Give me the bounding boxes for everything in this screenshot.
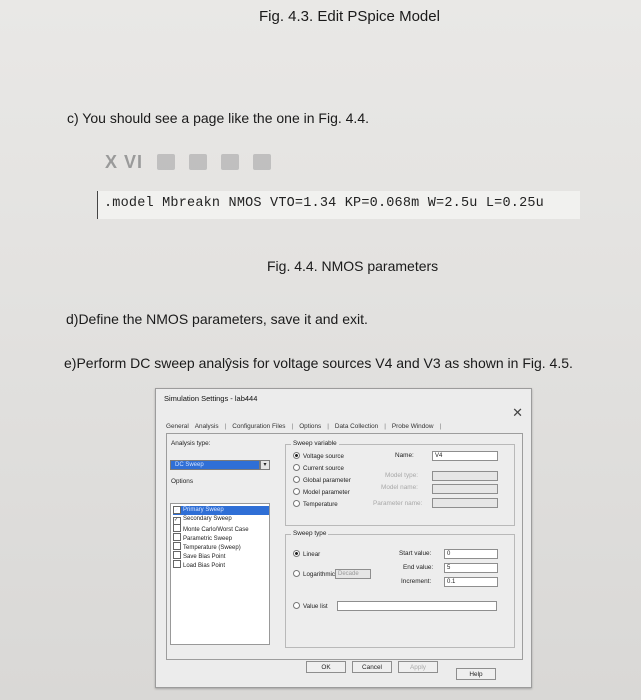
radio-global-parameter[interactable]: Global parameter — [293, 476, 351, 484]
radio-current-source[interactable]: Current source — [293, 464, 344, 472]
help-button[interactable]: Help — [456, 668, 496, 680]
fig-4-4-caption: Fig. 4.4. NMOS parameters — [267, 258, 439, 274]
ok-button[interactable]: OK — [306, 661, 346, 673]
name-label: Name: — [395, 452, 414, 459]
cancel-button[interactable]: Cancel — [352, 661, 392, 673]
option-monte-carlo[interactable]: Monte Carlo/Worst Case — [173, 524, 249, 533]
options-label: Options — [171, 478, 194, 485]
option-parametric-sweep[interactable]: Parametric Sweep — [173, 533, 232, 542]
tab-configuration-files[interactable]: Configuration Files — [232, 423, 286, 430]
dialog-tabs: General Analysis | Configuration Files | Options | Data Collection | Probe Window | — [166, 423, 442, 430]
end-value-label: End value: — [403, 564, 434, 571]
checkbox-icon[interactable]: ✓ — [173, 517, 181, 525]
radio-model-parameter[interactable]: Model parameter — [293, 488, 350, 496]
increment-label: Increment: — [401, 578, 432, 585]
image-icon[interactable] — [221, 154, 239, 170]
option-load-bias-point[interactable]: Load Bias Point — [173, 560, 225, 569]
tab-general[interactable]: General — [166, 423, 189, 430]
apply-button[interactable]: Apply — [398, 661, 438, 673]
x-vi-icon[interactable]: X VI — [105, 151, 144, 172]
model-name-label: Model name: — [381, 484, 418, 491]
simulation-settings-dialog — [155, 388, 532, 688]
value-list-input[interactable] — [337, 601, 497, 611]
dialog-title: Simulation Settings - lab444 — [164, 394, 258, 403]
checkbox-icon[interactable] — [173, 524, 181, 532]
step-e-text: e)Perform DC sweep analŷsis for voltage sources V4 and V3 as shown in Fig. 4.5. — [64, 355, 573, 371]
model-type-select[interactable] — [432, 471, 498, 481]
sweep-type-label: Sweep type — [293, 530, 327, 537]
option-secondary-sweep[interactable]: ✓ Secondary Sweep — [174, 516, 232, 523]
editor-toolbar — [105, 150, 295, 174]
checkbox-icon[interactable] — [173, 533, 181, 541]
analysis-type-select[interactable]: DC Sweep — [170, 460, 260, 470]
close-icon[interactable]: ✕ — [512, 405, 523, 420]
start-value-label: Start value: — [399, 550, 432, 557]
radio-linear[interactable]: Linear — [293, 550, 320, 558]
model-type-label: Model type: — [385, 472, 419, 479]
tab-probe-window[interactable]: Probe Window — [391, 423, 434, 430]
fig-4-3-caption: Fig. 4.3. Edit PSpice Model — [259, 8, 440, 25]
parameter-name-label: Parameter name: — [373, 500, 423, 507]
start-value-input[interactable]: 0 — [444, 549, 498, 559]
tab-data-collection[interactable]: Data Collection — [334, 423, 379, 430]
decade-select[interactable]: Decade — [335, 569, 371, 579]
radio-logarithmic[interactable]: Logarithmic — [293, 570, 335, 578]
option-save-bias-point[interactable]: Save Bias Point — [173, 551, 225, 560]
radio-voltage-source[interactable]: Voltage source — [293, 452, 344, 460]
parameter-name-input[interactable] — [432, 498, 498, 508]
save-icon[interactable] — [157, 154, 175, 170]
end-value-input[interactable]: 5 — [444, 563, 498, 573]
model-name-input[interactable] — [432, 484, 498, 494]
radio-temperature[interactable]: Temperature — [293, 500, 338, 508]
name-input[interactable]: V4 — [432, 451, 498, 461]
options-list — [170, 503, 270, 645]
tab-analysis[interactable]: Analysis — [194, 423, 219, 430]
model-definition-text: .model Mbreakn NMOS VTO=1.34 KP=0.068m W=2.5u L=0.25u — [104, 196, 544, 211]
increment-input[interactable]: 0.1 — [444, 577, 498, 587]
grid-icon[interactable] — [189, 154, 207, 170]
radio-value-list[interactable]: Value list — [293, 602, 328, 610]
checkbox-icon[interactable]: ✓ — [174, 508, 180, 514]
checkbox-icon[interactable] — [173, 551, 181, 559]
option-temperature-sweep[interactable]: Temperature (Sweep) — [173, 542, 241, 551]
tab-options[interactable]: Options — [299, 423, 322, 430]
chevron-down-icon[interactable]: ▾ — [260, 460, 270, 470]
checkbox-icon[interactable] — [173, 542, 181, 550]
crossed-image-icon[interactable] — [253, 154, 271, 170]
step-c-text: c) You should see a page like the one in Fig. 4.4. — [67, 110, 369, 126]
option-primary-sweep[interactable]: ✓ Primary Sweep — [173, 506, 269, 515]
analysis-type-label: Analysis type: — [171, 440, 211, 447]
checkbox-icon[interactable] — [173, 560, 181, 568]
step-d-text: d)Define the NMOS parameters, save it and exit. — [66, 311, 368, 327]
sweep-variable-label: Sweep variable — [293, 440, 337, 447]
